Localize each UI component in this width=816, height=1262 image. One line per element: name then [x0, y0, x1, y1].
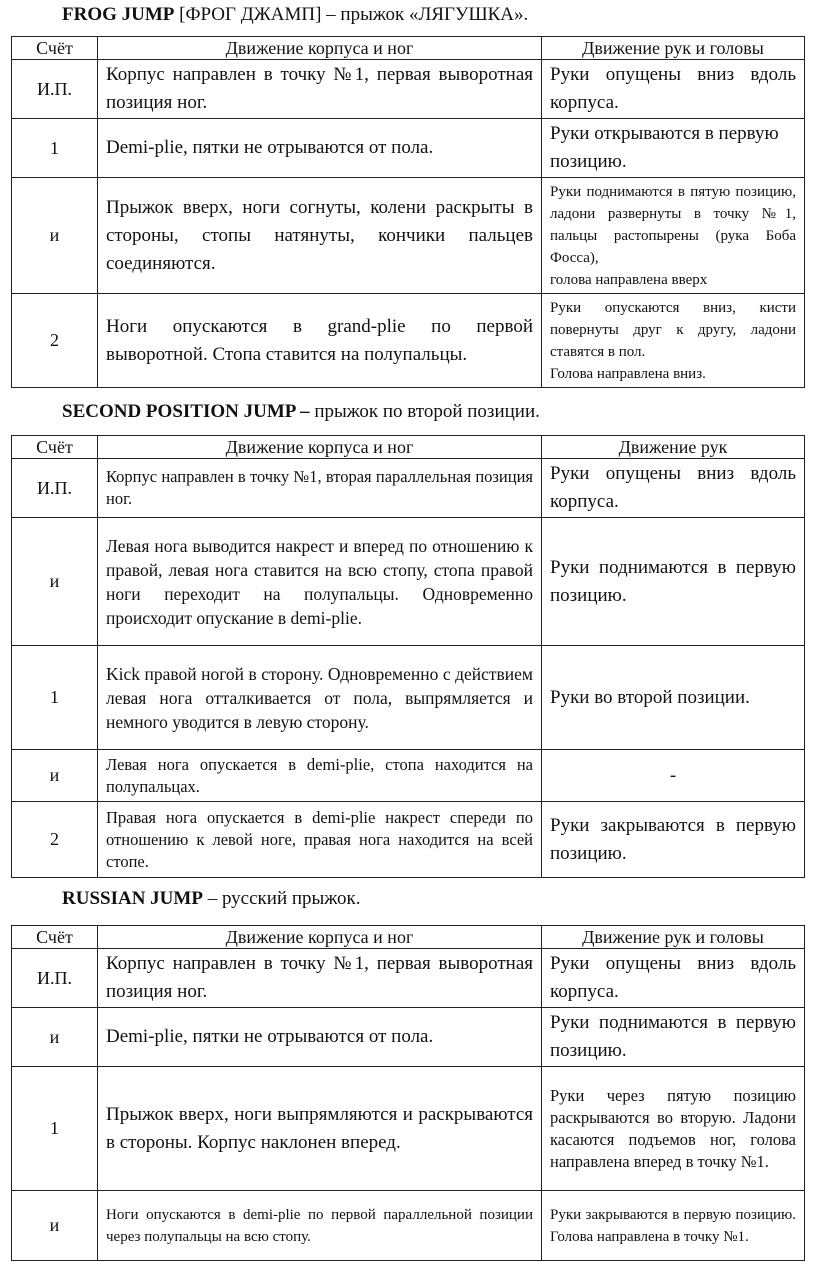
row-body: Demi-plie, пятки не отрываются от пола.	[98, 1008, 542, 1067]
russian-jump-table	[11, 925, 805, 1261]
row-body: Kick правой ногой в сторону. Одновременно с действием левая нога отталкивается от пола, выпрямляется и немного уводится в левую сторону.	[98, 646, 542, 750]
row-arms: Руки поднимаются в пятую позицию, ладони развернуты в точку №1, пальцы растопырены (рука Боба Фосса),	[550, 183, 796, 266]
table-row	[12, 178, 805, 294]
row-count: и	[12, 750, 98, 802]
row-count: 1	[12, 1067, 98, 1191]
row-arms: -	[542, 750, 805, 802]
table-row	[12, 119, 805, 178]
table-row	[12, 646, 805, 750]
row-body: Корпус направлен в точку №1, вторая параллельная позиция ног.	[98, 459, 542, 518]
header-arms: Движение рук и головы	[542, 37, 805, 60]
table-row	[12, 294, 805, 388]
row-count: и	[12, 178, 98, 294]
header-body: Движение корпуса и ног	[98, 37, 542, 60]
row-body: Левая нога выводится накрест и вперед по отношению к правой, левая нога ставится на всю стопу, стопа правой ноги переходит на полупальцы. Одновременно происходит опускание в demi-plie.	[98, 518, 542, 646]
row-count: И.П.	[12, 60, 98, 119]
table-row	[12, 1191, 805, 1261]
header-count: Счёт	[12, 436, 98, 459]
row-count: 2	[12, 802, 98, 878]
row-count: И.П.	[12, 459, 98, 518]
table-row	[12, 802, 805, 878]
row-arms: Руки во второй позиции.	[542, 646, 805, 750]
row-body: Прыжок вверх, ноги согнуты, колени раскрыты в стороны, стопы натянуты, кончики пальцев соединяются.	[98, 178, 542, 294]
row-count: И.П.	[12, 949, 98, 1008]
row-count: и	[12, 1008, 98, 1067]
row-count: 2	[12, 294, 98, 388]
header-arms: Движение рук и головы	[542, 926, 805, 949]
row-arms: Руки опускаются вниз, кисти повернуты друг к другу, ладони ставятся в пол.	[550, 299, 796, 360]
table-row	[12, 518, 805, 646]
row-body: Левая нога опускается в demi-plie, стопа находится на полупальцах.	[98, 750, 542, 802]
row-arms: Руки поднимаются в первую позицию.	[542, 1008, 805, 1067]
row-arms: Руки опущены вниз вдоль корпуса.	[542, 60, 805, 119]
row-arms: Руки закрываются в первую позицию. Голова направлена в точку №1.	[542, 1191, 805, 1261]
row-arms: Руки открываются в первую позицию.	[542, 119, 805, 178]
row-arms: Руки закрываются в первую позицию.	[542, 802, 805, 878]
section-title-bold: RUSSIAN JUMP	[62, 888, 203, 909]
header-body: Движение корпуса и ног	[98, 926, 542, 949]
row-body: Ноги опускаются в grand-plie по первой выворотной. Стопа ставится на полупальцы.	[98, 294, 542, 388]
section-title-second-position-jump	[62, 400, 540, 424]
row-count: 1	[12, 646, 98, 750]
row-head: голова направлена вверх	[550, 271, 708, 288]
section-title-frog-jump	[62, 3, 528, 27]
table-row	[12, 1067, 805, 1191]
section-title-russian-jump	[62, 887, 360, 911]
row-body: Корпус направлен в точку №1, первая выворотная позиция ног.	[98, 60, 542, 119]
row-body: Ноги опускаются в demi-plie по первой параллельной позиции через полупальцы на всю стопу.	[98, 1191, 542, 1261]
table-header-row	[12, 926, 805, 949]
row-count: 1	[12, 119, 98, 178]
header-body: Движение корпуса и ног	[98, 436, 542, 459]
table-header-row	[12, 436, 805, 459]
table-row	[12, 459, 805, 518]
section-title-rest: [ФРОГ ДЖАМП] – прыжок «ЛЯГУШКА».	[174, 4, 529, 25]
frog-jump-table	[11, 36, 805, 388]
row-body: Прыжок вверх, ноги выпрямляются и раскрываются в стороны. Корпус наклонен вперед.	[98, 1067, 542, 1191]
row-arms-cell	[542, 178, 805, 294]
row-arms: Руки опущены вниз вдоль корпуса.	[542, 949, 805, 1008]
row-head: Голова направлена вниз.	[550, 365, 706, 382]
section-title-bold: SECOND POSITION JUMP –	[62, 401, 310, 422]
row-count: и	[12, 1191, 98, 1261]
row-body: Правая нога опускается в demi-plie накрест спереди по отношению к левой ноге, правая нога находится на всей стопе.	[98, 802, 542, 878]
row-count: и	[12, 518, 98, 646]
table-row	[12, 1008, 805, 1067]
table-row	[12, 949, 805, 1008]
row-body: Demi-plie, пятки не отрываются от пола.	[98, 119, 542, 178]
section-title-bold: FROG JUMP	[62, 4, 175, 25]
section-title-rest: прыжок по второй позиции.	[309, 401, 540, 422]
section-title-rest: – русский прыжок.	[202, 888, 361, 909]
row-arms: Руки через пятую позицию раскрываются во вторую. Ладони касаются подъемов ног, голова направлена вперед в точку №1.	[542, 1067, 805, 1191]
header-count: Счёт	[12, 37, 98, 60]
second-position-jump-table	[11, 435, 805, 878]
row-arms-cell	[542, 294, 805, 388]
table-header-row	[12, 37, 805, 60]
table-row	[12, 750, 805, 802]
table-row	[12, 60, 805, 119]
row-arms: Руки опущены вниз вдоль корпуса.	[542, 459, 805, 518]
row-arms: Руки поднимаются в первую позицию.	[542, 518, 805, 646]
row-body: Корпус направлен в точку №1, первая выворотная позиция ног.	[98, 949, 542, 1008]
header-arms: Движение рук	[542, 436, 805, 459]
header-count: Счёт	[12, 926, 98, 949]
